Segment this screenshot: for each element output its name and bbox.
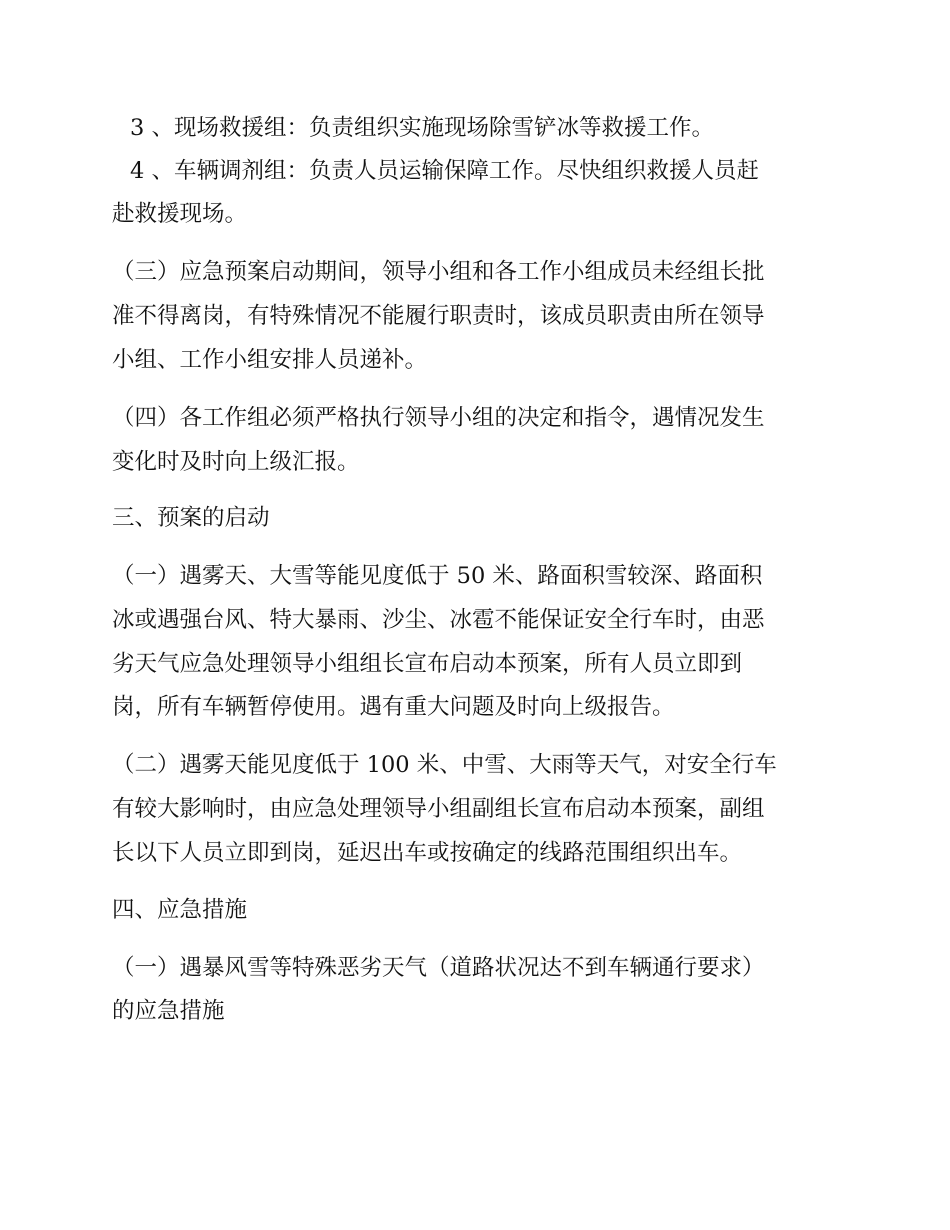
measures-1-line-2: 的应急措施 bbox=[112, 998, 225, 1024]
list-item-vehicle-dispatch-group: 4 、车辆调剂组：负责人员运输保障工作。尽快组织救援人员赶 bbox=[130, 158, 759, 184]
activation-2-line-1: （二）遇雾天能见度低于 100 米、中雪、大雨等天气，对安全行车 bbox=[112, 752, 777, 778]
paragraph-4-line-1: （四）各工作组必须严格执行领导小组的决定和指令，遇情况发生 bbox=[112, 405, 765, 431]
paragraph-line: 赴救援现场。 bbox=[112, 201, 248, 227]
activation-2-line-2: 有较大影响时，由应急处理领导小组副组长宣布启动本预案，副组 bbox=[112, 796, 765, 822]
paragraph-3-line-2: 准不得离岗，有特殊情况不能履行职责时，该成员职责由所在领导 bbox=[112, 303, 765, 329]
activation-1-line-2: 冰或遇强台风、特大暴雨、沙尘、冰雹不能保证安全行车时，由恶 bbox=[112, 607, 765, 633]
activation-2-line-3: 长以下人员立即到岗，延迟出车或按确定的线路范围组织出车。 bbox=[112, 840, 743, 866]
paragraph-3-line-1: （三）应急预案启动期间，领导小组和各工作小组成员未经组长批 bbox=[112, 259, 765, 285]
section-heading-plan-activation: 三、预案的启动 bbox=[112, 505, 270, 531]
section-heading-emergency-measures: 四、应急措施 bbox=[112, 897, 248, 923]
paragraph-4-line-2: 变化时及时向上级汇报。 bbox=[112, 449, 360, 475]
activation-1-line-3: 劣天气应急处理领导小组组长宣布启动本预案，所有人员立即到 bbox=[112, 651, 743, 677]
list-item-field-rescue-group: 3 、现场救援组：负责组织实施现场除雪铲冰等救援工作。 bbox=[130, 115, 714, 141]
paragraph-3-line-3: 小组、工作小组安排人员递补。 bbox=[112, 347, 428, 373]
activation-1-line-1: （一）遇雾天、大雪等能见度低于 50 米、路面积雪较深、路面积 bbox=[112, 563, 763, 589]
measures-1-line-1: （一）遇暴风雪等特殊恶劣天气（道路状况达不到车辆通行要求） bbox=[112, 955, 765, 981]
activation-1-line-4: 岗，所有车辆暂停使用。遇有重大问题及时向上级报告。 bbox=[112, 694, 675, 720]
